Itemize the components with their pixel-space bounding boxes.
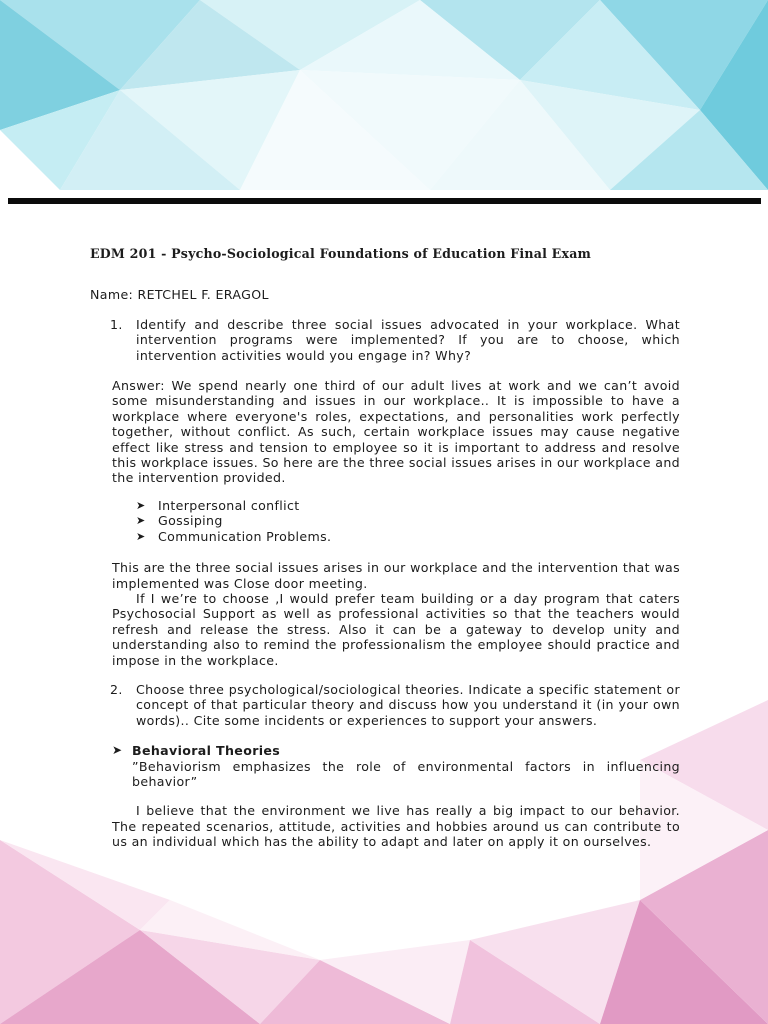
header-divider bbox=[8, 198, 761, 204]
theory-heading-text: Behavioral Theories bbox=[132, 743, 281, 759]
arrowhead-bullet-icon: ➤ bbox=[136, 529, 146, 543]
intervention-paragraph: This are the three social issues arises in our workplace and the intervention that was implemented was Close door meeting. bbox=[112, 560, 680, 591]
question-text: Choose three psychological/sociological theories. Indicate a specific statement or concept of that particular theory and discuss how you understand it (in your own words).. Cite some incidents or experiences to support your answers. bbox=[136, 681, 680, 728]
student-name: Name: RETCHEL F. ERAGOL bbox=[90, 287, 269, 303]
arrowhead-bullet-icon: ➤ bbox=[136, 514, 146, 528]
theory-heading bbox=[112, 743, 680, 758]
list-item: ➤ Gossiping bbox=[136, 513, 223, 529]
list-item: ➤ Communication Problems. bbox=[136, 528, 332, 544]
arrowhead-bullet-icon: ➤ bbox=[112, 743, 123, 758]
list-item: ➤ Interpersonal conflict bbox=[136, 497, 300, 513]
arrowhead-bullet-icon: ➤ bbox=[136, 498, 146, 512]
social-issues-list bbox=[90, 498, 680, 544]
question-number: 2. bbox=[110, 681, 123, 697]
question-2 bbox=[110, 682, 680, 728]
theory-discussion: I believe that the environment we live has really a big impact to our behavior. The repeated scenarios, attitude, activities and hobbies around us can contribute to us an individual which has the ability to adapt and later on apply it on ourselves. bbox=[112, 803, 680, 850]
question-number: 1. bbox=[110, 316, 123, 332]
question-1 bbox=[110, 317, 680, 363]
exam-document bbox=[90, 246, 680, 862]
answer-paragraph: Answer: We spend nearly one third of our adult lives at work and we can’t avoid some misunderstanding and issues in our workplace.. It is impossible to have a workplace where everyone's roles, expectations, and personalities work perfectly together, without conflict. As such, certain workplace issues may cause negative effect like stress and tension to employee so it is important to address and resolve this workplace issues. So here are the three social issues arises in our workplace and the intervention provided. bbox=[112, 378, 680, 486]
choice-paragraph: If I we’re to choose ,I would prefer team building or a day program that caters Psychosocial Support as well as professional activities so that the teachers would refresh and release the stress. Also it can be a gateway to develop unity and understanding also to remind the professionalism the employee should practice and impose in the workplace. bbox=[112, 590, 680, 668]
exam-title: EDM 201 - Psycho-Sociological Foundations of Education Final Exam bbox=[90, 246, 592, 261]
question-text: Identify and describe three social issues advocated in your workplace. What intervention programs were implemented? If you are to choose, which intervention activities would you engage in? Why? bbox=[136, 316, 680, 363]
top-polygon-pattern bbox=[0, 0, 768, 190]
theory-quote: ”Behaviorism emphasizes the role of environmental factors in influencing behavior” bbox=[132, 758, 680, 789]
